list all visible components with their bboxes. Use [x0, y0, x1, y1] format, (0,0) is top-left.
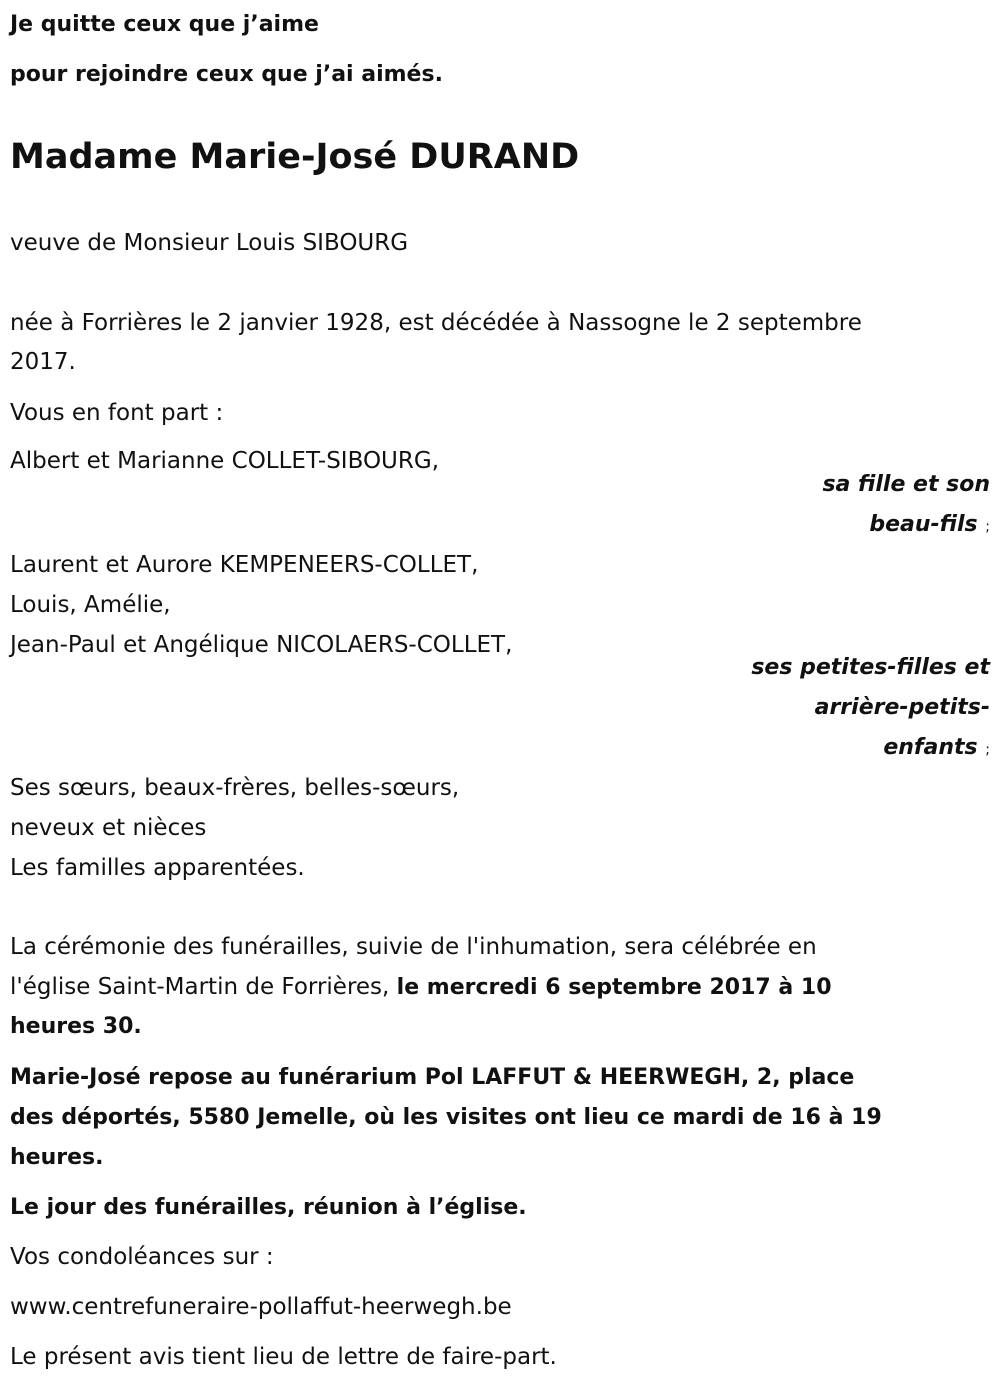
family-grandchildren-2: Louis, Amélie,: [10, 592, 171, 618]
widow-of: veuve de Monsieur Louis SIBOURG: [10, 230, 409, 256]
quote-line-2: pour rejoindre ceux que j’ai aimés.: [10, 62, 443, 87]
ceremony-line-1: La cérémonie des funérailles, suivie de l'inhumation, sera célébrée en: [10, 934, 817, 960]
relation-text: enfants: [883, 735, 978, 760]
meeting-note: Le jour des funérailles, réunion à l’église.: [10, 1195, 527, 1220]
family-other-1: Ses sœurs, beaux-frères, belles-sœurs,: [10, 775, 460, 801]
ceremony-line-2: [10, 972, 832, 1003]
family-other-3: Les familles apparentées.: [10, 855, 305, 881]
announce: Vous en font part :: [10, 400, 224, 426]
website-link[interactable]: www.centrefuneraire-pollaffut-heerwegh.be: [10, 1294, 512, 1320]
ceremony-line-3: heures 30.: [10, 1014, 142, 1039]
ceremony-date: le mercredi 6 septembre 2017 à 10: [396, 975, 832, 1000]
birth-death-line-2: 2017.: [10, 349, 76, 375]
family-other-2: neveux et nièces: [10, 815, 207, 841]
birth-death-line-1: née à Forrières le 2 janvier 1928, est décédée à Nassogne le 2 septembre: [10, 310, 862, 336]
visitation-line-2: des déportés, 5580 Jemelle, où les visites ont lieu ce mardi de 16 à 19: [10, 1105, 882, 1130]
relation-grandchildren-1: ses petites-filles et: [751, 655, 990, 680]
visitation-line-1: Marie-José repose au funérarium Pol LAFFUT & HEERWEGH, 2, place: [10, 1065, 855, 1090]
visitation-line-3: heures.: [10, 1145, 104, 1170]
closing-note: Le présent avis tient lieu de lettre de faire-part.: [10, 1344, 557, 1370]
family-daughter: Albert et Marianne COLLET-SIBOURG,: [10, 448, 440, 474]
relation-daughter-2: [869, 510, 990, 542]
relation-grandchildren-3: [883, 733, 990, 765]
ceremony-place: l'église Saint-Martin de Forrières,: [10, 974, 397, 1000]
condolences-label: Vos condoléances sur :: [10, 1244, 274, 1270]
deceased-name: Madame Marie-José DURAND: [10, 137, 580, 177]
semicolon: ;: [985, 519, 990, 535]
quote-line-1: Je quitte ceux que j’aime: [10, 12, 319, 37]
relation-text: beau-fils: [869, 512, 978, 537]
relation-grandchildren-2: arrière-petits-: [814, 695, 990, 720]
relation-daughter-1: sa fille et son: [822, 472, 990, 497]
semicolon: ;: [985, 742, 990, 758]
family-grandchildren-3: Jean-Paul et Angélique NICOLAERS-COLLET,: [10, 632, 513, 658]
family-grandchildren-1: Laurent et Aurore KEMPENEERS-COLLET,: [10, 552, 479, 578]
